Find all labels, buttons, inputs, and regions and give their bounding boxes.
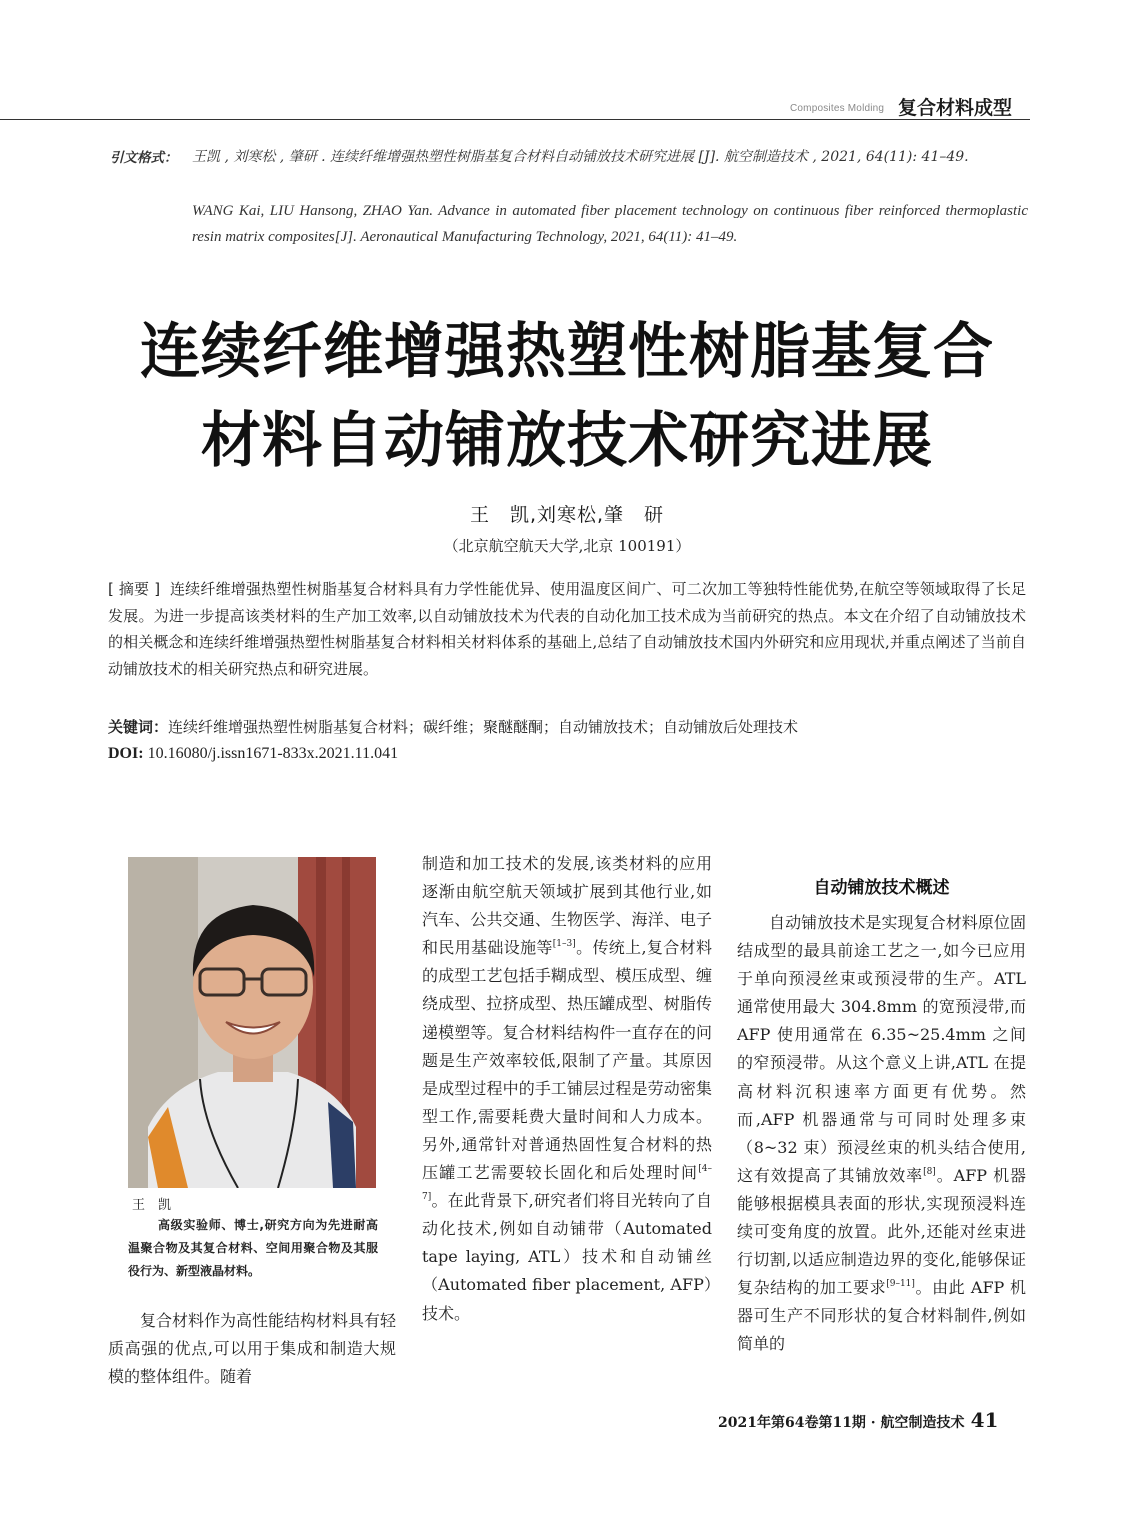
doi bbox=[108, 745, 398, 763]
doi-value: 10.16080/j.issn1671-833x.2021.11.041 bbox=[147, 745, 399, 762]
citation-cn: 王凯 , 刘寒松 , 肇研 . 连续纤维增强热塑性树脂基复合材料自动铺放技术研究进展 [J]. 航空制造技术 , 2021, 64(11): 41–49. bbox=[192, 149, 969, 165]
author-list: 王 凯,刘寒松,肇 研 bbox=[469, 504, 665, 526]
body-paragraph bbox=[422, 850, 712, 1328]
keywords-text: 连续纤维增强热塑性树脂基复合材料；碳纤维；聚醚醚酮；自动铺放技术；自动铺放后处理技术 bbox=[168, 718, 799, 736]
paper-title-line-1: 连续纤维增强热塑性树脂基复合 bbox=[140, 317, 994, 387]
citation-ref: [1–3] bbox=[552, 939, 576, 950]
author-photo bbox=[128, 857, 376, 1188]
body-column-1 bbox=[108, 1307, 396, 1391]
affiliation: （北京航空航天大学,北京 100191） bbox=[443, 537, 691, 555]
body-text: 制造和加工技术的发展,该类材料的应用逐渐由航空航天领域扩展到其他行业,如汽车、公共交通、生物医学、海洋、电子和民用基础设施等 bbox=[422, 854, 712, 958]
running-header-en: Composites Molding bbox=[790, 103, 885, 114]
keywords bbox=[108, 715, 1026, 739]
body-column-3 bbox=[737, 909, 1026, 1359]
body-text: 。由此 AFP 机器可生产不同形状的复合材料制件,例如简单的 bbox=[737, 1278, 1026, 1354]
page-number: 41 bbox=[970, 1408, 999, 1432]
abstract-text: 连续纤维增强热塑性树脂基复合材料具有力学性能优异、使用温度区间广、可二次加工等独特性能优势,在航空等领域取得了长足发展。为进一步提高该类材料的生产加工效率,以自动铺放技术为代表的自动化加工技术成为当前研究的热点。本文在介绍了自动铺放技术的相关概念和连续纤维增强热塑性树脂基复合材料相关材料体系的基础上,总结了自动铺放技术国内外研究和应用现状,并重点阐述了当前自动铺放技术的相关研究热点和研究进展。 bbox=[108, 580, 1026, 678]
citation-en: WANG Kai, LIU Hansong, ZHAO Yan. Advance in automated fiber placement technology on continuous fiber reinforced thermoplastic resin matrix composites[J]. Aeronautical Manufacturing Technology, 2021, 64(11): 41–49. bbox=[192, 203, 1028, 245]
body-text: 。AFP 机器能够根据模具表面的形状,实现预浸料连续可变角度的放置。此外,还能对丝束进行切割,以适应制造边界的变化,能够保证复杂结构的加工要求 bbox=[737, 1165, 1026, 1298]
citation-ref: [4–7] bbox=[422, 1164, 712, 1203]
keywords-label: 关键词： bbox=[108, 718, 169, 736]
body-column-2 bbox=[422, 850, 712, 1328]
author-portrait-image bbox=[128, 857, 376, 1188]
citation-label: 引文格式： bbox=[110, 150, 178, 166]
page-footer bbox=[718, 1408, 998, 1432]
header-rule bbox=[0, 119, 1030, 120]
section-heading: 自动铺放技术概述 bbox=[813, 878, 950, 898]
body-text: 。在此背景下,研究者们将目光转向了自动化技术,例如自动铺带（Automated tape laying, ATL）技术和自动铺丝（Automated fiber placement, AFP）技术。 bbox=[422, 1191, 712, 1323]
abstract bbox=[108, 576, 1026, 682]
body-paragraph bbox=[737, 909, 1026, 1359]
running-header-cn: 复合材料成型 bbox=[898, 97, 1013, 119]
body-text: 自动铺放技术是实现复合材料原位固结成型的最具前途工艺之一,如今已应用于单向预浸丝束或预浸带的生产。ATL 通常使用最大 304.8mm 的宽预浸带,而 AFP 使用通常在 6.35~25.4mm 之间的窄预浸带。从这个意义上讲,ATL 在提高材料沉积速率方面更有优势。然而,AFP 机器通常与可同时处理多束（8~32 束）预浸丝束的机头结合使用,这有效提高了其铺放效率 bbox=[737, 913, 1026, 1185]
citation-ref: [8] bbox=[923, 1166, 936, 1177]
doi-label: DOI: bbox=[108, 745, 144, 762]
citation-ref: [9–11] bbox=[886, 1279, 915, 1290]
body-paragraph: 复合材料作为高性能结构材料具有轻质高强的优点,可以用于集成和制造大规模的整体组件。随着 bbox=[108, 1311, 397, 1387]
author-bio-description: 高级实验师、博士,研究方向为先进耐高温聚合物及其复合材料、空间用聚合物及其服役行为、新型液晶材料。 bbox=[128, 1218, 378, 1278]
author-bio-name: 王 凯 bbox=[132, 1198, 172, 1213]
body-text: 。传统上,复合材料的成型工艺包括手糊成型、模压成型、缠绕成型、拉挤成型、热压罐成型、树脂传递模塑等。复合材料结构件一直存在的问题是生产效率较低,限制了产量。其原因是成型过程中的手工铺层过程是劳动密集型工作,需要耗费大量时间和人力成本。另外,通常针对普通热固性复合材料的热压罐工艺需要较长固化和后处理时间 bbox=[422, 938, 712, 1183]
abstract-label: [ 摘要 ] bbox=[108, 580, 161, 598]
paper-title-line-2: 材料自动铺放技术研究进展 bbox=[201, 406, 933, 476]
footer-journal: 2021年第64卷第11期 · 航空制造技术 bbox=[718, 1415, 965, 1431]
